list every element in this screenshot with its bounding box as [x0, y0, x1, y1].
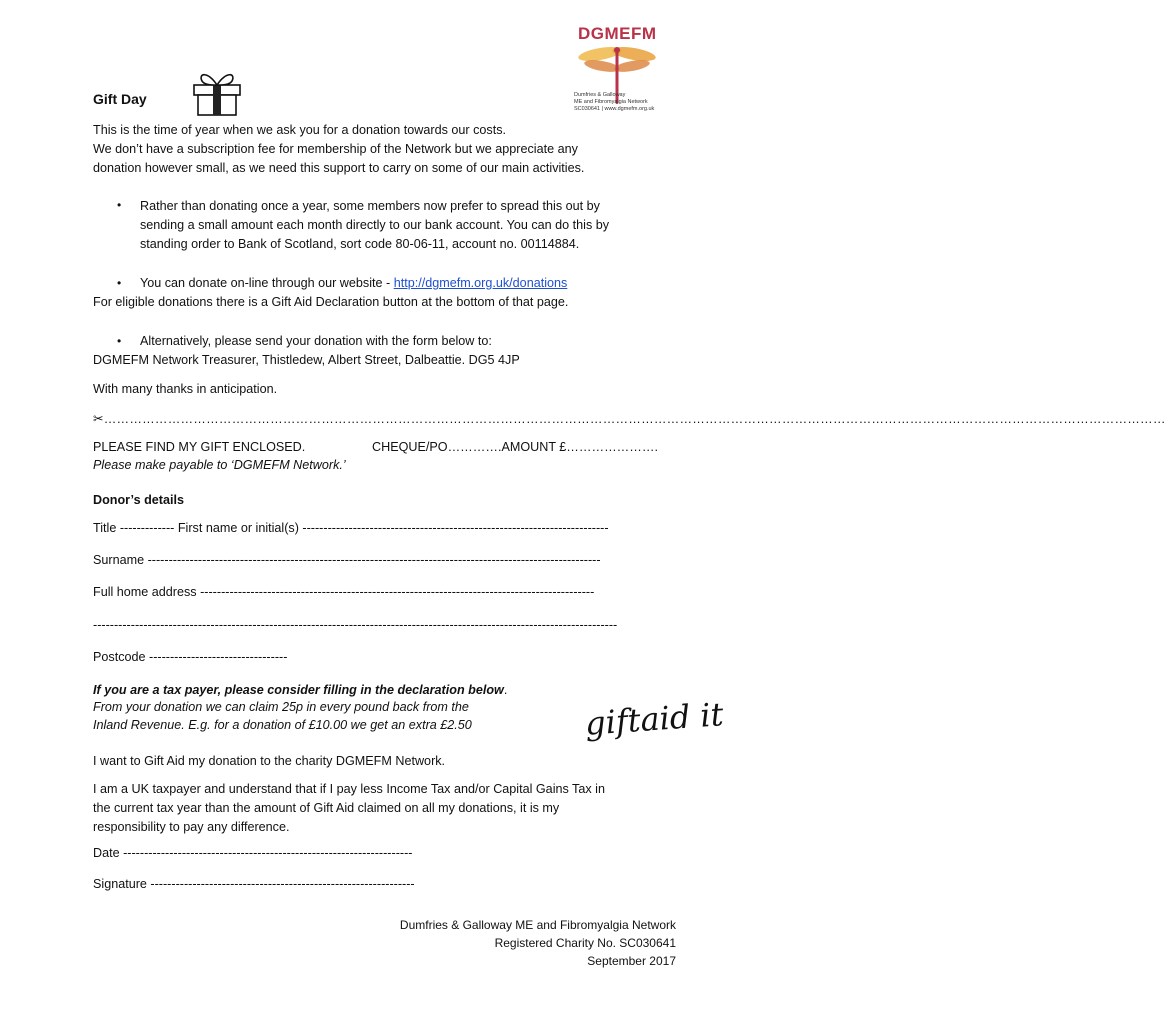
giftaid-logo: giftaid it — [583, 695, 725, 743]
footer: Dumfries & Galloway ME and Fibromyalgia Network Registered Charity No. SC030641 September 2017 — [399, 918, 676, 968]
page-title: Gift Day — [93, 91, 147, 107]
postal-address: DGMEFM Network Treasurer, Thistledew, Albert Street, Dalbeattie. DG5 4JP — [93, 353, 520, 367]
address-field[interactable]: Full home address ---------------------------------------------------------------------------------------------- — [93, 585, 595, 599]
logo-name: DGMEFM — [578, 24, 657, 43]
giftaid-prompt: If you are a tax payer, please consider filling in the declaration below. — [93, 683, 508, 697]
bullet-dot: • — [117, 276, 122, 290]
logo — [572, 22, 667, 117]
donor-heading: Donor’s details — [93, 493, 184, 507]
bullet-online: You can donate on-line through our website - http://dgmefm.org.uk/donations — [140, 276, 568, 290]
surname-field[interactable]: Surname ------------------------------------------------------------------------------------------------------------ — [93, 553, 601, 567]
intro-paragraph: This is the time of year when we ask you for a donation towards our costs. We don’t have a subscription fee for membership of the Network but we appreciate any donation however small, as we need this support to carry on some of our main activities. — [93, 123, 585, 175]
donations-link[interactable]: http://dgmefm.org.uk/donations — [393, 276, 568, 290]
address-field-2[interactable]: ----------------------------------------------------------------------------------------------------------------------------- — [93, 618, 618, 632]
bullet-standing-order: Rather than donating once a year, some members now prefer to spread this out by sending a small amount each month directly to our bank account. You can do this by standing order to Bank of Scotland, sort code 80-06-11, account no. 00114884. — [140, 199, 610, 251]
cut-line: ✂…………………………………………………………………………………………………………………………………………………………………………………………………………………………… — [93, 412, 1166, 426]
giftaid-claim-2: Inland Revenue. E.g. for a donation of £10.00 we get an extra £2.50 — [93, 718, 472, 732]
cheque-amount: CHEQUE/PO………….AMOUNT £…………………. — [372, 440, 658, 454]
gift-box-icon — [190, 67, 244, 117]
bullet-dot: • — [117, 198, 122, 212]
gift-aid-note: For eligible donations there is a Gift Aid Declaration button at the bottom of that page. — [93, 295, 569, 309]
thanks-text: With many thanks in anticipation. — [93, 382, 278, 396]
signature-field[interactable]: Signature --------------------------------------------------------------- — [93, 877, 415, 891]
giftaid-declaration: I am a UK taxpayer and understand that if I pay less Income Tax and/or Capital Gains Tax in the current tax year than the amount of Gift Aid claimed on all my donations, it is my responsibility to pay any difference. — [93, 782, 605, 834]
enclosed-text: PLEASE FIND MY GIFT ENCLOSED. — [93, 440, 306, 454]
giftaid-want: I want to Gift Aid my donation to the charity DGMEFM Network. — [93, 754, 446, 768]
giftaid-claim-1: From your donation we can claim 25p in every pound back from the — [93, 700, 469, 714]
bullet-dot: • — [117, 334, 122, 348]
postcode-field[interactable]: Postcode --------------------------------- — [93, 650, 288, 664]
title-name-field[interactable]: Title ------------- First name or initial(s) ------------------------------------------------------------------------- — [93, 521, 609, 535]
bullet-post: Alternatively, please send your donation with the form below to: — [140, 334, 492, 348]
logo-sub: Dumfries & Galloway ME and Fibromyalgia Network SC030641 | www.dgmefm.org.uk — [574, 92, 655, 112]
date-field[interactable]: Date --------------------------------------------------------------------- — [93, 846, 413, 860]
payable-text: Please make payable to ‘DGMEFM Network.’ — [93, 458, 346, 472]
